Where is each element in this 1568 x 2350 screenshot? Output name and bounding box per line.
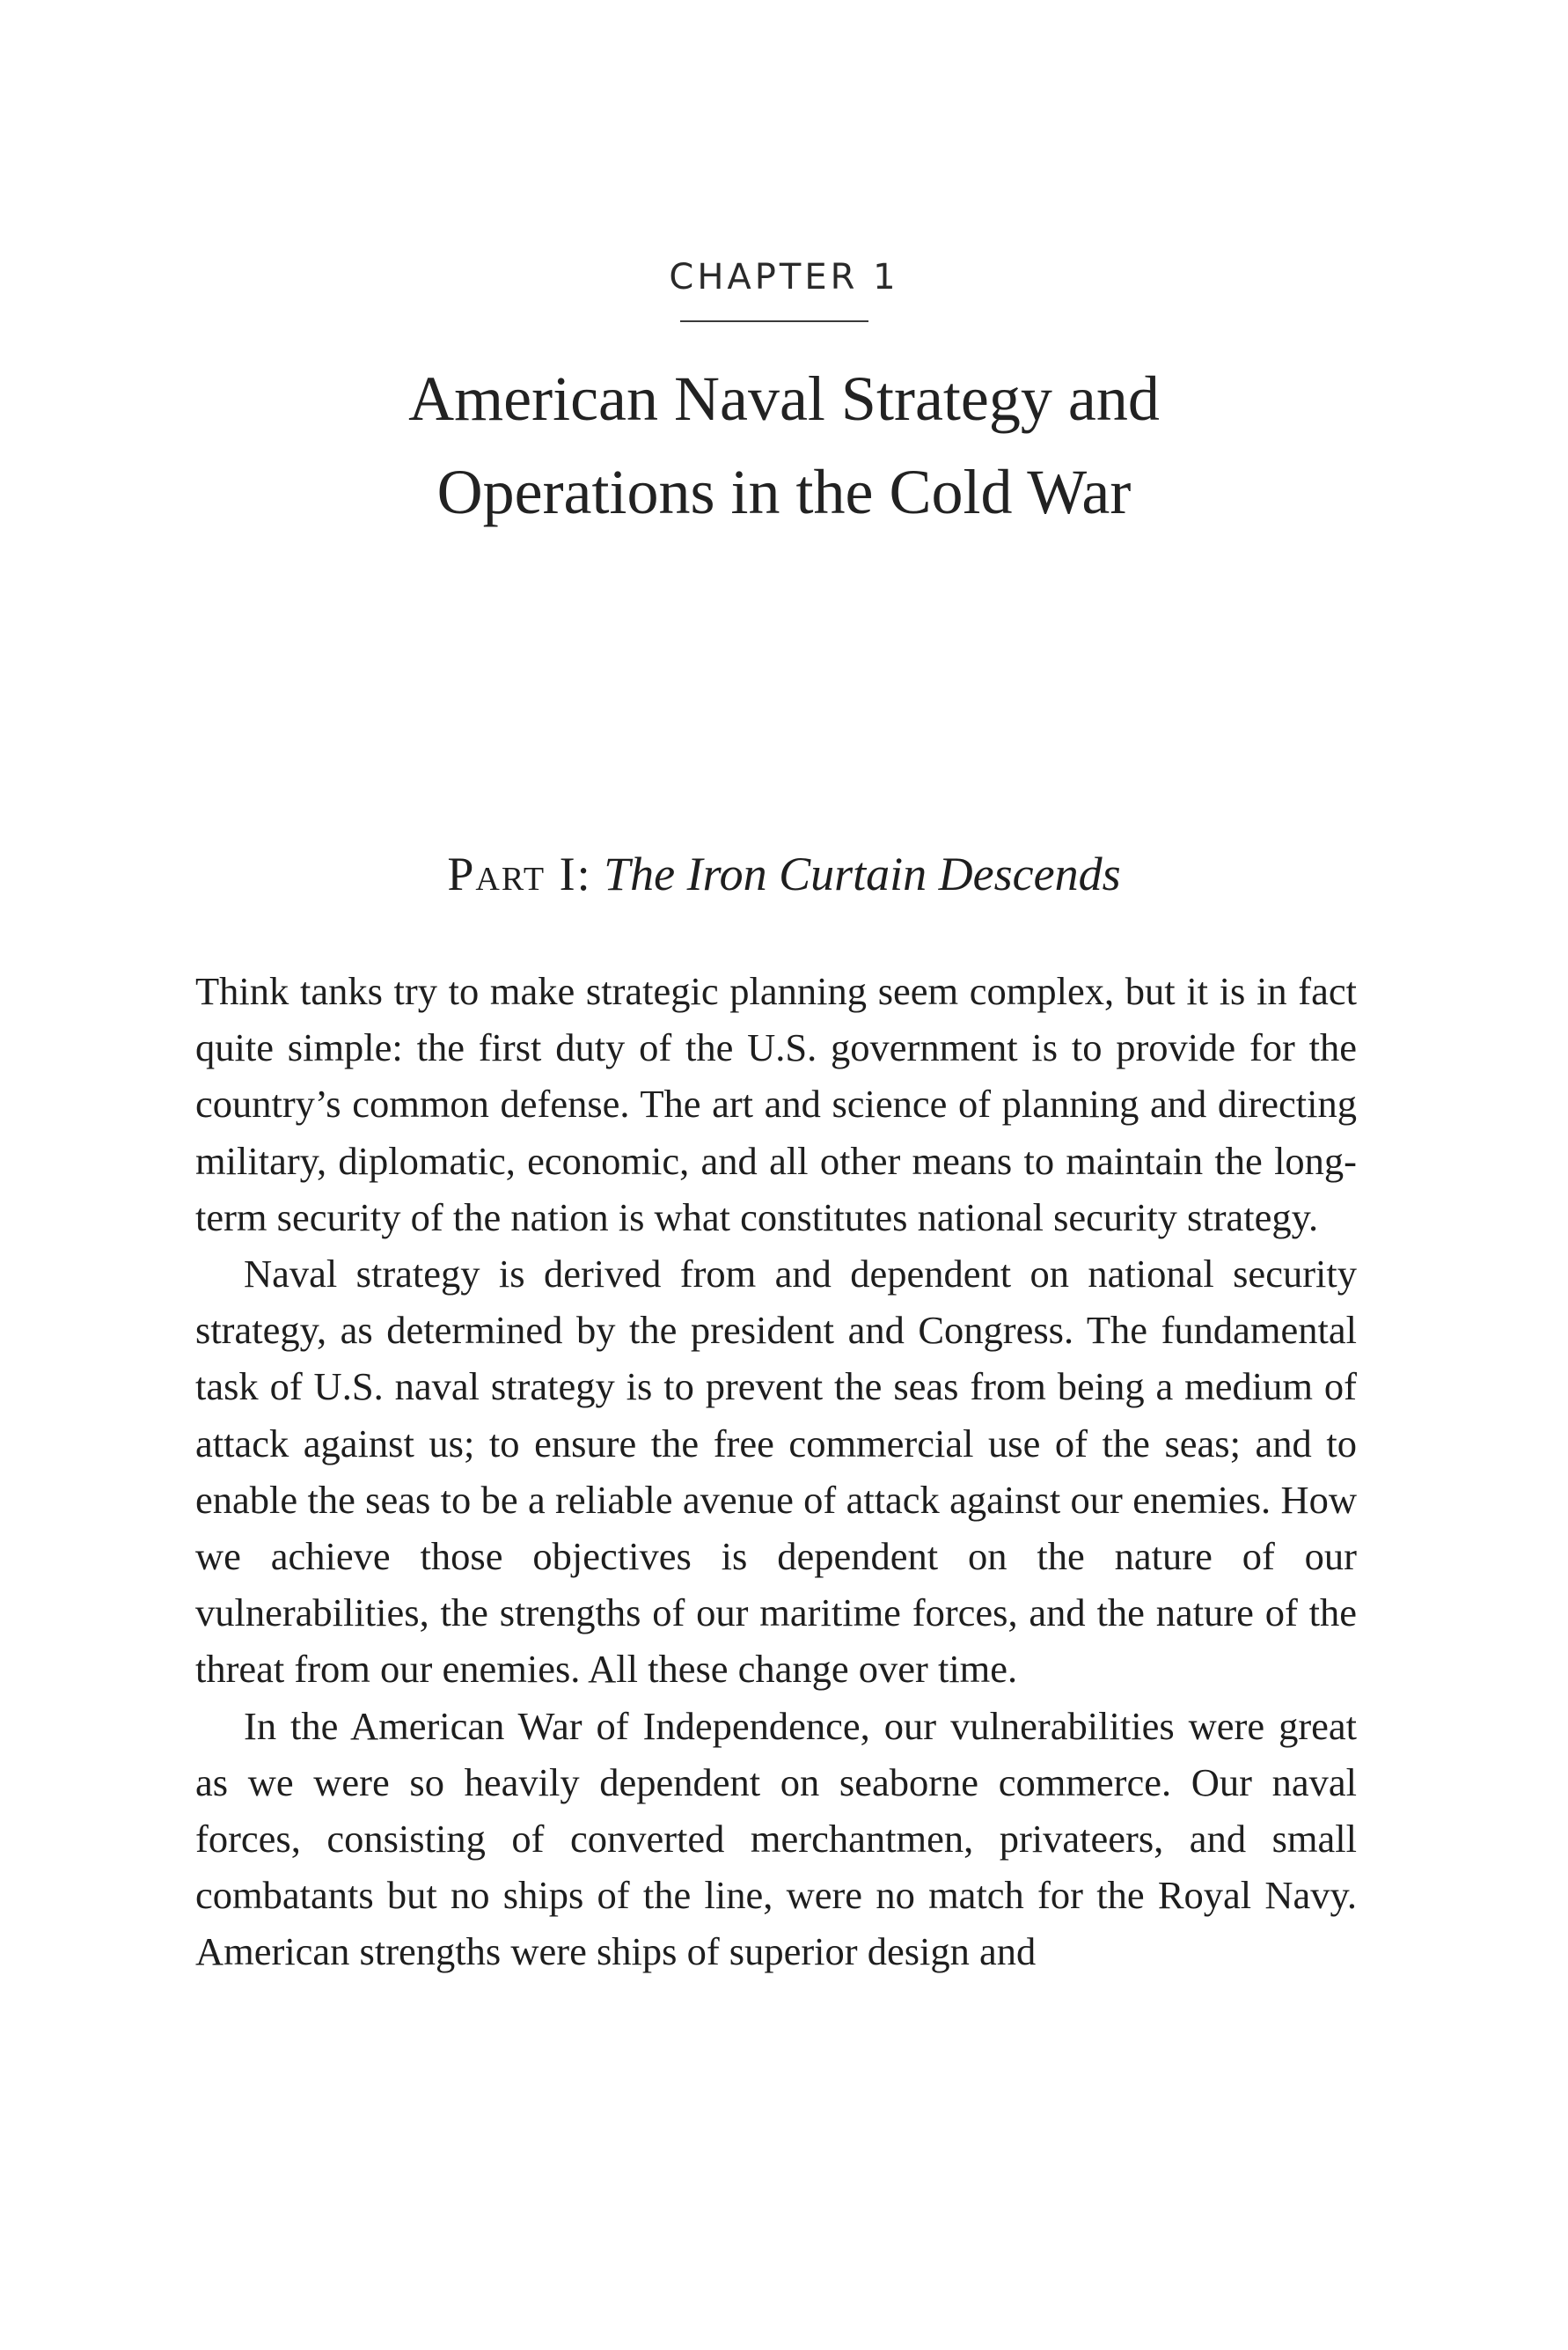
part-heading xyxy=(0,847,1568,901)
paragraph-2: Naval strategy is derived from and dependent on national security strategy, as determined by the president and Congress. The fundamental task of U.S. naval strategy is to prevent the seas from being a medium of attack against us; to ensure the free commercial use of the seas; and to enable the seas to be a reliable avenue of attack against our enemies. How we achieve those objectives is dependent on the nature of our vulnerabilities, the strengths of our maritime forces, and the nature of the threat from our enemies. All these change over time. xyxy=(195,1252,1357,1692)
chapter-title xyxy=(0,352,1568,539)
chapter-title-line-1: American Naval Strategy and xyxy=(408,364,1160,434)
chapter-rule xyxy=(680,320,868,322)
part-title: The Iron Curtain Descends xyxy=(604,848,1121,900)
paragraph-1: Think tanks try to make strategic planning seem complex, but it is in fact quite simple: the first duty of the U.S. government is to provide for the country’s common defense. The art and science of planning and directing military, diplomatic, economic, and all other means to maintain the long-term security of the nation is what constitutes national security strategy. xyxy=(195,969,1357,1239)
part-prefix: Part I: xyxy=(447,848,592,900)
body-text xyxy=(195,963,1357,1980)
paragraph-3: In the American War of Independence, our vulnerabilities were great as we were so heavily dependent on seaborne commerce. Our naval forces, consisting of converted merchantmen, privateers, and small combatants but no ships of the line, were no match for the Royal Navy. American strengths were ships of superior design and xyxy=(195,1703,1357,1974)
chapter-title-line-2: Operations in the Cold War xyxy=(436,457,1132,527)
chapter-label: CHAPTER 1 xyxy=(669,257,899,297)
